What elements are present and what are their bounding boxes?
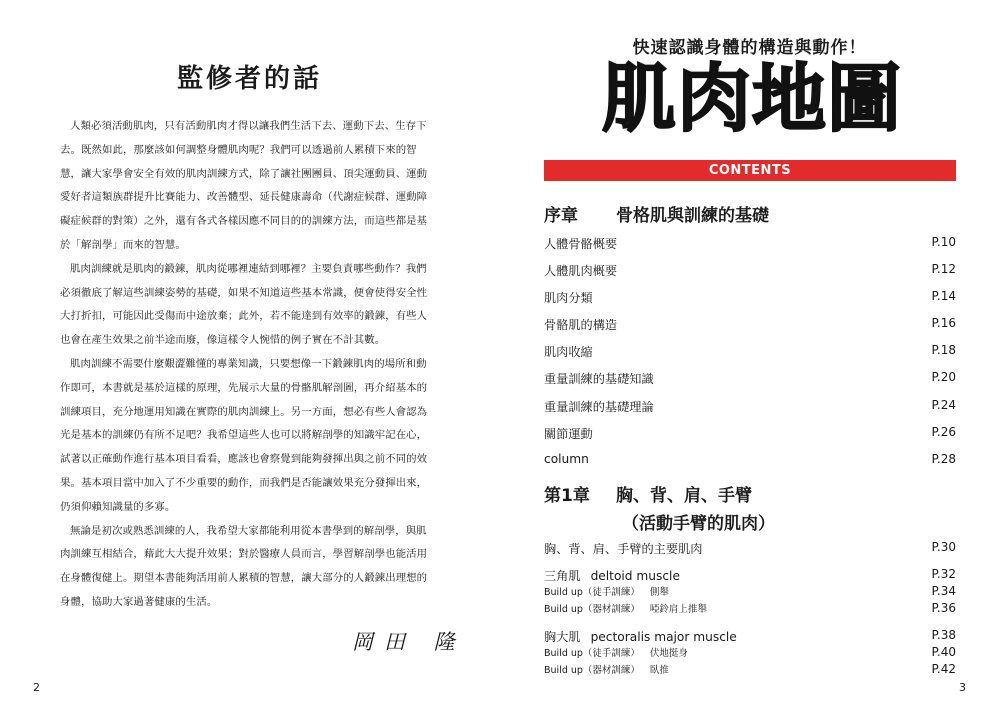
toc-entry-page: P.28	[931, 452, 956, 466]
foreword-line: 慧，讓大家學會安全有效的肌肉訓練方式，除了讓社團團員、頂尖運動員、運動	[60, 167, 428, 180]
foreword-line: 果。基本項目當中加入了不少重要的動作，而我們是否能讓效果充分發揮出來，	[60, 476, 428, 489]
book-subtitle: 快速認識身體的構造與動作！	[632, 38, 867, 58]
build-exercise: 側舉	[649, 587, 669, 598]
muscle-english-name: pectoralis major muscle	[590, 630, 737, 644]
foreword-line: 肉訓練互相結合，藉此大大提升效果；對於醫療人員而言，學習解剖學也能活用	[60, 548, 428, 561]
build-exercise: 啞鈴肩上推舉	[649, 604, 707, 615]
toc-entry[interactable]	[544, 452, 956, 466]
muscle-english-name: deltoid muscle	[590, 569, 680, 583]
foreword-line: 肌肉訓練就是肌肉的鍛鍊，肌肉從哪裡連結到哪裡？主要負責哪些動作？我們	[70, 262, 427, 275]
toc-entry[interactable]	[544, 262, 956, 279]
prologue-heading	[544, 201, 769, 226]
toc-entry-page: P.12	[931, 262, 956, 276]
toc-entry-label: 重量訓練的基礎知識	[544, 372, 654, 386]
toc-entry[interactable]	[544, 289, 956, 306]
foreword-line: 在身體復健上。期望本書能夠活用前人累積的智慧，讓大部分的人鍛鍊出理想的	[60, 572, 428, 585]
toc-entry-label: column	[544, 452, 589, 466]
toc-muscle-entry[interactable]	[544, 567, 956, 584]
toc-entry[interactable]	[544, 316, 956, 333]
toc-entry-label: 肌肉分類	[544, 291, 593, 305]
build-label: Build up（徒手訓練）	[544, 587, 640, 598]
foreword-line: 礙症候群的對策）之外，還有各式各樣因應不同目的的訓練方法，而這些都是基	[60, 215, 428, 228]
chapter1-number: 第1章	[544, 486, 590, 506]
toc-entry-page: P.24	[931, 398, 956, 412]
foreword-line: 仍須仰賴知識量的多寡。	[60, 500, 176, 513]
left-page	[0, 0, 499, 709]
author-signature: 岡田 隆	[352, 630, 466, 654]
foreword-line: 於「解剖學」而來的智慧。	[60, 238, 186, 251]
toc-build-entry[interactable]	[544, 645, 956, 659]
toc-build-entry[interactable]	[544, 584, 956, 598]
toc-entry-page: P.18	[931, 343, 956, 357]
foreword-line: 試著以正確動作進行基本項目看看，應該也會察覺到能夠發揮出與之前不同的效	[60, 453, 428, 466]
toc-entry-label: 人體骨骼概要	[544, 237, 618, 251]
build-label: Build up（器材訓練）	[544, 604, 640, 615]
build-exercise: 伏地挺身	[649, 648, 688, 659]
toc-entry-page: P.30	[931, 540, 956, 554]
page-number-left: 2	[33, 681, 40, 694]
chapter1-heading	[544, 481, 775, 534]
toc-entry-page: P.10	[931, 235, 956, 249]
toc-entry-label: 肌肉收縮	[544, 345, 593, 359]
foreword-line: 訓練項目，充分地運用知識在實際的肌肉訓練上。另一方面，想必有些人會認為	[60, 405, 428, 418]
toc-entry-page: P.16	[931, 316, 956, 330]
right-page	[500, 0, 999, 709]
toc-entry-page: P.42	[931, 662, 956, 676]
chapter1-subtitle: （活動手臂的肌肉）	[622, 514, 775, 534]
toc-entry[interactable]	[544, 540, 956, 557]
contents-header-bar: CONTENTS	[544, 160, 956, 181]
build-label: Build up（徒手訓練）	[544, 648, 640, 659]
toc-entry[interactable]	[544, 398, 956, 415]
build-exercise: 臥推	[649, 665, 669, 676]
toc-entry-page: P.40	[931, 645, 956, 659]
page-number-right: 3	[959, 681, 966, 694]
foreword-line: 去。既然如此，那麼該如何調整身體肌肉呢？我們可以透過前人累積下來的智	[60, 143, 417, 156]
toc-entry-label: 胸、背、肩、手臂的主要肌肉	[544, 542, 703, 556]
muscle-name: 三角肌	[544, 569, 581, 583]
foreword-line: 大打折扣，可能因此受傷而中途放棄；此外，若不能達到有效率的鍛鍊，有些人	[60, 310, 428, 323]
foreword-line: 肌肉訓練不需要什麼艱澀難懂的專業知識，只要想像一下鍛鍊肌肉的場所和動	[70, 357, 427, 370]
toc-entry-label: 人體肌肉概要	[544, 264, 618, 278]
toc-entry-label: 重量訓練的基礎理論	[544, 400, 654, 414]
foreword-body	[60, 115, 445, 615]
muscle-name: 胸大肌	[544, 630, 581, 644]
foreword-line: 身體，協助大家過著健康的生活。	[60, 595, 218, 608]
foreword-line: 光是基本的訓練仍有所不足吧？我希望這些人也可以將解剖學的知識牢記在心，	[60, 429, 428, 442]
toc-entry-page: P.14	[931, 289, 956, 303]
toc-entry-page: P.32	[931, 567, 956, 581]
prologue-number: 序章	[544, 206, 578, 226]
toc-entry-page: P.26	[931, 425, 956, 439]
book-title: 肌肉地圖	[602, 56, 902, 142]
toc-build-entry[interactable]	[544, 601, 956, 615]
foreword-line: 愛好者這類族群提升比賽能力、改善體型、延長健康壽命（代謝症候群、運動障	[60, 191, 428, 204]
toc-build-entry[interactable]	[544, 662, 956, 676]
toc-entry-page: P.38	[931, 628, 956, 642]
foreword-line: 無論是初次或熟悉訓練的人，我希望大家都能利用從本書學到的解剖學，與肌	[70, 524, 427, 537]
foreword-line: 人類必須活動肌肉，只有活動肌肉才得以讓我們生活下去、運動下去、生存下	[70, 120, 427, 132]
foreword-line: 作即可，本書就是基於這樣的原理，先展示大量的骨骼肌解剖圖，再介紹基本的	[60, 381, 428, 394]
foreword-line: 必須徹底了解這些訓練姿勢的基礎，如果不知道這些基本常識，便會使得安全性	[60, 286, 428, 299]
prologue-title: 骨格肌與訓練的基礎	[616, 206, 769, 226]
toc-entry[interactable]	[544, 370, 956, 387]
toc-entry-page: P.20	[931, 370, 956, 384]
toc-entry-page: P.36	[931, 601, 956, 615]
chapter1-title: 胸、背、肩、手臂	[616, 486, 752, 506]
toc-entry[interactable]	[544, 425, 956, 442]
toc-entry[interactable]	[544, 235, 956, 252]
build-label: Build up（器材訓練）	[544, 665, 640, 676]
foreword-line: 也會在產生效果之前半途而廢，像這樣令人惋惜的例子實在不計其數。	[60, 334, 386, 347]
toc-entry-label: 骨骼肌的構造	[544, 318, 618, 332]
toc-muscle-entry[interactable]	[544, 628, 956, 645]
toc-entry-label: 關節運動	[544, 427, 593, 441]
foreword-title: 監修者的話	[176, 64, 322, 94]
toc-entry-page: P.34	[931, 584, 956, 598]
toc-entry[interactable]	[544, 343, 956, 360]
